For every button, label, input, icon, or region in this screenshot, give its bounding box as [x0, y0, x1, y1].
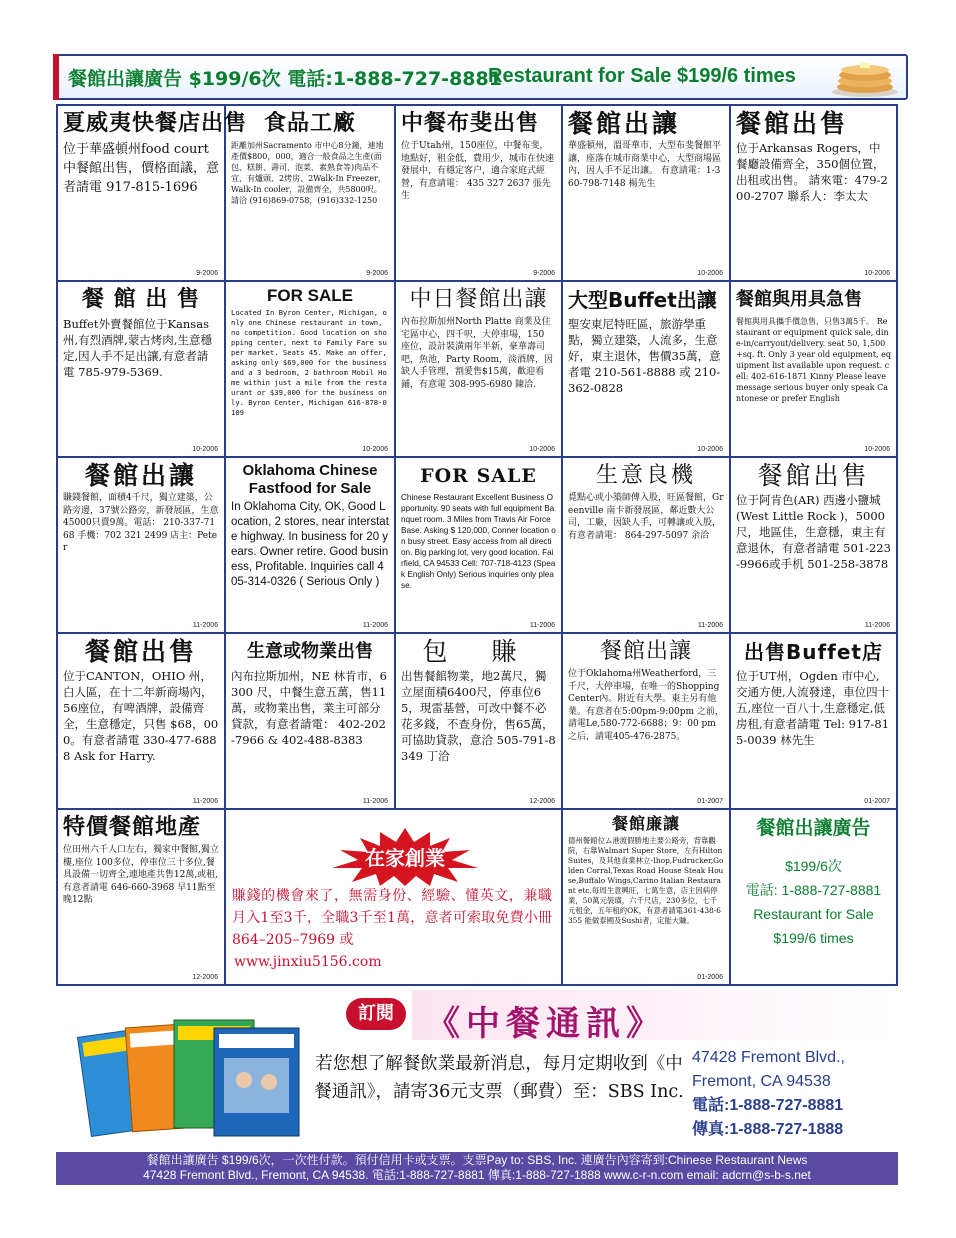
- ad-date: 10-2006: [697, 270, 723, 277]
- ad-title: 大型Buffet出讓: [568, 288, 717, 312]
- ad-date: 10-2006: [192, 446, 218, 453]
- self-ad-cell: [731, 810, 896, 984]
- ad-date: 11-2006: [192, 798, 218, 805]
- ad-body: Located In Byron Center, Michigan, only one Chinese restaurant in town, no competition. Good location on shopping center, next to Family Fare super market. Seats 45. Make an offer, asking only $69,000 for the business and a 3 bedroom, 2 bathroom Mobil Home within just a mile from the restaurant or $39,000 for the business only. Byron Center, Michigan 616-878-0109: [231, 308, 387, 417]
- ad-cell: [396, 634, 563, 810]
- ad-cell: [563, 810, 731, 984]
- ad-body: 華盛頓州，溫哥華市，大型布斐餐館平讓，座落在城市商業中心，大型商場區內，因人手不足出讓。 有意請電：1-360-798-7148 楊先生: [568, 141, 722, 189]
- footer-line-2: 47428 Fremont Blvd., Fremont, CA 94538. 電話:1-888-727-8881 傳真:1-888-727-1888 www.c-r-n.com email: adcrn@s-b-s.net: [143, 1168, 811, 1182]
- banner-flag-accent: [53, 54, 59, 100]
- ad-date: 11-2006: [697, 622, 723, 629]
- magazine-stack-icon: [74, 1010, 324, 1140]
- ad-title: 餐館出讓: [568, 109, 681, 138]
- ad-cell: [226, 106, 396, 282]
- subscribe-badge[interactable]: 訂閱: [346, 998, 406, 1030]
- ad-cell: [396, 282, 563, 458]
- address-line-1: 47428 Fremont Blvd.,: [692, 1049, 845, 1066]
- ad-title: 夏威夷快餐店出售: [63, 111, 248, 136]
- ad-body: 內布拉斯加州North Platte 商業及住宅區中心，四千呎，大停車場，150 座位，設計裝潢兩年半新，豪華壽司吧，魚池，Party Room，淡酒牌，因缺人手管理，割愛售$15萬，歡迎看鋪，有意電 308-995-6980 陳洽.: [401, 317, 554, 390]
- ad-cell: [731, 634, 896, 810]
- top-banner: [56, 54, 908, 100]
- ad-cell: [563, 634, 731, 810]
- ad-date: 11-2006: [362, 622, 388, 629]
- ad-date: 10-2006: [864, 270, 890, 277]
- ad-title: FOR SALE: [420, 465, 537, 487]
- ad-date: 12-2006: [529, 798, 555, 805]
- subscription-section: [56, 990, 898, 1150]
- ad-title: 出售Buffet店: [743, 640, 883, 664]
- ad-body: 位于Oklahoma州Weatherford，三千尺，大停車場，在唯一的Shopping Center內。附近有大學。東主另有他業。有意者在5:00pm-9:00pm 之前，請電Le,580-772-6688；9：00 pm之后，請電405-476-2875。: [568, 669, 724, 742]
- ad-body: 位田州六千人口左右，獨家中餐館,獨立樓,座位 100多位，停車位三十多位,餐具設備一切齊全,連地產共售12萬,或租,有意者請電 646-660-3968 早11點至晚12點: [63, 845, 219, 905]
- ad-title: 中日餐館出讓: [409, 287, 548, 312]
- ad-date: 10-2006: [362, 446, 388, 453]
- ad-cell: [58, 458, 226, 634]
- ad-body: 位于UT州，Ogden 市中心,交通方便,人流發達，車位四十五,座位一百八十,生意穩定,低房租,有意者請電 Tel: 917-815-0039 林先生: [736, 669, 890, 747]
- ad-cell: [396, 106, 563, 282]
- ad-date: 9-2006: [533, 270, 555, 277]
- ad-date: 11-2006: [192, 622, 218, 629]
- ad-body: 聖安東尼特旺區，旅游學重點，獨立建築，人流多，生意好，東主退休，售價35萬，意者電 210-561-8888 或 210-362-0828: [568, 317, 721, 395]
- footer-line-1: 餐館出讓廣告 $199/6次，一次性付款。預付信用卡或支票。支票Pay to: SBS, Inc. 連廣告內容寄到:Chinese Restaurant News: [146, 1153, 808, 1167]
- ad-body: 位于Utah州，150座位，中餐布斐，地點好，租金低，費用少，城市在快速發展中，有穩定客户，適合家庭式經營，有意請電： 435 327 2637 張先生: [401, 141, 555, 201]
- subscription-fax: 傳真:1-888-727-1888: [692, 1121, 844, 1138]
- ad-title: 生意良機: [595, 463, 696, 488]
- ad-date: 10-2006: [529, 446, 555, 453]
- ad-cell: [58, 282, 226, 458]
- ad-body: 內布拉斯加州，NE 林肯市，6300 尺，中餐生意五萬，售11萬，或物業出售，業主可部分貸款，有意者請電： 402-202-7966 & 402-488-8383: [231, 669, 387, 747]
- ad-date: 01-2007: [697, 798, 723, 805]
- ad-date: 9-2006: [196, 270, 218, 277]
- ad-cell: [731, 106, 896, 282]
- ad-cell: [226, 282, 396, 458]
- banner-english-text: Restaurant for Sale $199/6 times: [488, 65, 796, 87]
- ad-title: 餐館出讓: [599, 639, 692, 664]
- ad-body: In Oklahoma City, OK, Good Location, 2 stores, near interstate highway. In business for 20 years. Owner retire. Good business, Profitable. Inquiries call 405-314-0326 ( Serious Only ): [231, 501, 389, 588]
- ad-body: 距離加州Sacramento 市中心8分鐘，連地產價$800，000，適合一般食品之生產(面包、糕餅、壽司、泡菜、素熟食等)肉品不宜，有爐頭、2烤房、2Walk-In Freezer，Walk-In cooler，設備齊全，共5800呎。 請洽 (916)869-0758，(916)332-1250: [231, 141, 386, 205]
- ad-title: 食品工廠: [263, 111, 356, 136]
- ad-body: Chinese Restaurant Excellent Business Opportunity. 90 seats with full equipment Banquet room. 3 Miles from Travis Air Force Base. Asking $ 120,000, Conner location on busy street. Easy access from all direction. Big parking lot, very good location. Fairfield, CA 94533 Cell: 707-718-4123 (Speak English Only) Serious inquiries only please.: [401, 493, 556, 590]
- ad-body: 出售餐館物業，地2萬尺，獨立屋面積6400尺，停車位65，現雷基營，可改中餐不必花多錢，不查身份，售65萬，可協助貸款，意洽 505-791-8349 丁洽: [401, 669, 556, 763]
- ad-title: 餐館出售: [757, 461, 870, 490]
- subscription-phone: 電話:1-888-727-8881: [692, 1097, 844, 1114]
- ad-title: Oklahoma Chinese Fastfood for Sale: [242, 462, 378, 497]
- ad-cell: [563, 458, 731, 634]
- ad-date: 10-2006: [697, 446, 723, 453]
- ad-cell: [58, 106, 248, 282]
- ad-date: 01-2007: [864, 798, 890, 805]
- ad-body: 位于華盛頓州food court 中餐館出售，價格面議，意者請電 917-815-1696: [63, 142, 220, 195]
- banner-chinese-text: 餐館出讓廣告 $199/6次 電話:1-888-727-8881: [68, 68, 502, 90]
- self-ad-title: 餐館出讓廣告: [756, 817, 871, 839]
- ad-date: 11-2006: [864, 622, 890, 629]
- ad-cell: [58, 634, 226, 810]
- self-ad-line2: $199/6 times: [773, 930, 854, 946]
- ad-body: 覓點心或小築師傅入股，旺區餐館，Greenville 南卡新發展區，鄰近數大公司，工廠，因缺人手，可轉讓或入股，有意者請電： 864-297-5097 余洽: [568, 493, 724, 541]
- ad-cell: [563, 106, 731, 282]
- subscription-text: 若您想了解餐飲業最新消息，每月定期收到《中餐通訊》，請寄36元支票（郵費）至：SBS Inc.: [314, 1054, 684, 1102]
- ad-title: 餐館與用具急售: [736, 289, 862, 310]
- ad-date: 12-2006: [192, 974, 218, 981]
- self-ad-phone: 電話: 1-888-727-8881: [745, 882, 882, 898]
- pancake-stack-icon: [830, 59, 900, 97]
- ad-cell: [731, 282, 896, 458]
- ad-cell: [731, 458, 896, 634]
- ad-title: 餐館廉讓: [611, 814, 680, 833]
- newsletter-title: 《中餐通訊》: [426, 1004, 666, 1044]
- ad-body: 德州餐館位ム港渡假勝地主要公路旁，背靠觀院，右靠Walmart Super Store，左有Hilton Suites，及其他食業林立-Ihop,Fudrucker,Golden Corral,Texas Road House Steak House,Buffalo Wings,Carino Italian Restaurant etc.每周生意興旺，七萬生意，店主因病停業，50萬元裝璜，六千尺店，230多位，七千元租金，五年租約OK，有意者請電361-438-6355 能做泰國及Sushi者，定能大賺。: [568, 836, 724, 925]
- ad-cell: [396, 458, 563, 634]
- self-ad-line1: Restaurant for Sale: [753, 906, 874, 922]
- ad-title: 餐館出售: [84, 637, 197, 666]
- subscription-address: [692, 1046, 902, 1142]
- promo-url[interactable]: www.jinxiu5156.com: [234, 954, 382, 970]
- ad-title: 包 賺: [422, 637, 535, 666]
- ad-title: 特價餐館地產: [63, 815, 202, 840]
- ad-title: 餐館出讓: [84, 461, 197, 490]
- ad-body: 位于CANTON，OHIO 州，白人區，在十二年新商場內，56座位，有啤酒牌，設備齊全，生意穩定，只售 $68，000。有意者請電 330-477-6888 Ask for Harry.: [63, 669, 219, 763]
- ad-cell: [226, 634, 396, 810]
- ad-date: 11-2006: [529, 622, 555, 629]
- self-ad-price: $199/6次: [785, 858, 842, 874]
- ad-title: 餐 館 出 售: [82, 287, 200, 312]
- ad-body: 餐館與用具攜手價急售，只售3萬5千。 Restaurant or equipment quick sale, dine-in/carryout/delivery. seat 50, 1,500+sq. ft. Only 3 year old equipment, equipment list available upon request. cell: 402-616-1871 Kinny Please leave message serious buyer only speak Cantonese or prefer English: [736, 317, 891, 403]
- ad-title: 中餐布斐出售: [401, 111, 540, 136]
- ad-cell: [58, 810, 226, 984]
- footer-bar: [56, 1152, 898, 1185]
- ad-title: 餐館出售: [736, 109, 849, 138]
- ad-body: 位于Arkansas Rogers，中餐廳設備齊全，350個位置，出租或出售。 請來電：479-200-2707 聯系人：李太太: [736, 141, 888, 203]
- ad-date: 9-2006: [366, 270, 388, 277]
- ad-title: FOR SALE: [267, 286, 353, 305]
- promo-title: 在家創業: [365, 846, 445, 870]
- ad-date: 11-2006: [362, 798, 388, 805]
- address-line-2: Fremont, CA 94538: [692, 1073, 831, 1090]
- ad-date: 01-2006: [697, 974, 723, 981]
- ad-date: 10-2006: [864, 446, 890, 453]
- ad-title: 生意或物業出售: [247, 641, 373, 662]
- ad-body: 位于阿肯色(AR) 西邊小鹽城(West Little Rock )，5000 尺，地區佳，生意穩，東主有意退休，有意者請電 501-223-9966或手机 501-258-3878: [736, 493, 891, 571]
- ad-body: 賺錢餐館，面積4千尺，獨立建築，公路旁邊，37號公路旁，新發展區，生意45000只賣9萬。電話： 210-337-7168 手機：702 321 2499 店主：Peter: [63, 493, 219, 553]
- promo-text: 賺錢的機會來了，無需身份、經驗、懂英文，兼職月入1至3千，全職3千至1萬，意者可索取免費小冊864–205–7969 或: [232, 888, 552, 948]
- ad-cell: [563, 282, 731, 458]
- ad-cell: [226, 458, 396, 634]
- ad-body: Buffet外賣餐館位于Kansas州,有烈酒牌,蒙古烤肉,生意穩定,因人手不足出讓,有意者請電 785-979-5369.: [63, 317, 212, 379]
